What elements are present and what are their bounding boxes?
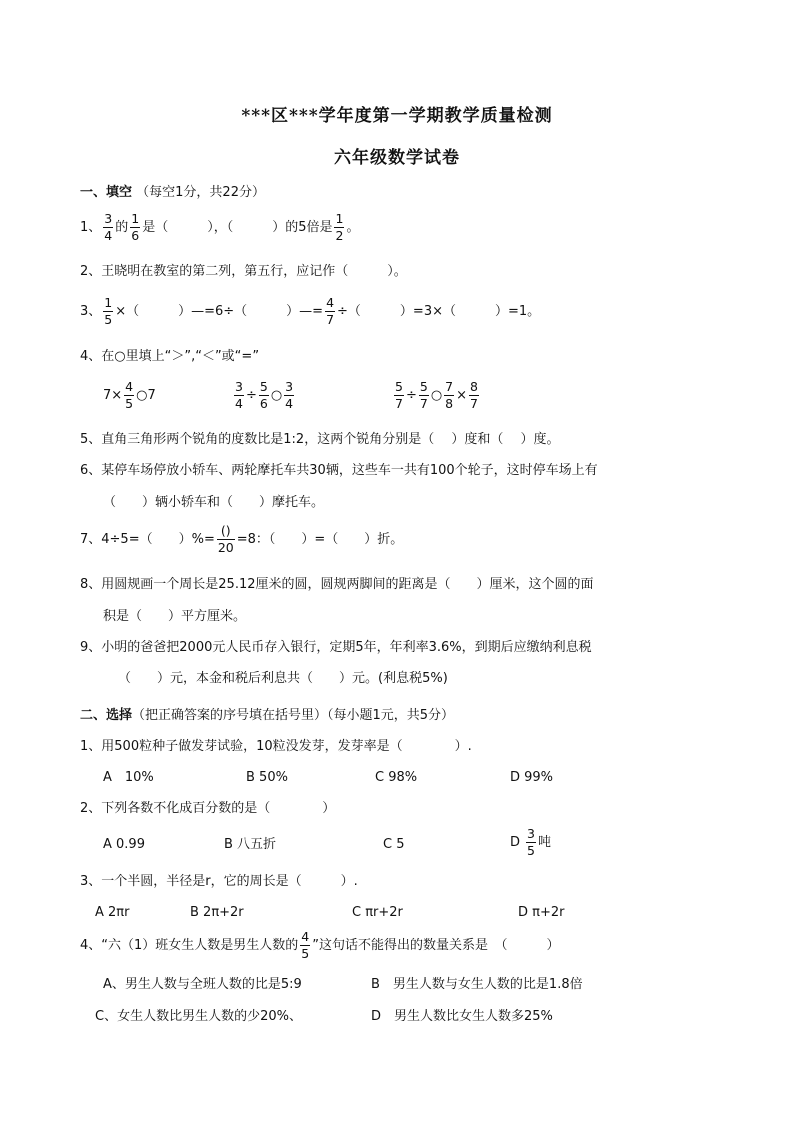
option-c: C、女生人数比男生人数的少20%、 <box>95 1009 302 1024</box>
option-c: C 98% <box>375 770 418 785</box>
compare-text: ○7 <box>136 387 156 403</box>
section1-note: （每空1分，共22分） <box>136 185 265 200</box>
operator: ÷ <box>245 387 257 403</box>
question-1-8: 8、用圆规画一个周长是25.12厘米的圆，圆规两脚间的距离是（ ）厘米，这个圆的面 <box>80 577 594 592</box>
question-text: ×（ ）—=6÷（ ）—= <box>115 303 324 319</box>
question-number: 3、 <box>80 303 102 319</box>
fraction: $\frac{5}{6}$ <box>259 379 268 411</box>
fraction: $\frac{1}{5}$ <box>104 295 113 327</box>
fraction: $\frac{1}{2}$ <box>335 211 344 243</box>
question-text: 7、4÷5=（ ）%= <box>80 531 215 547</box>
compare-circle: ○ <box>270 387 283 403</box>
compare-item-b <box>232 380 296 411</box>
option-a: A 2πr <box>95 905 130 920</box>
section2-heading: 二、选择 <box>80 708 133 723</box>
option-label: D <box>510 834 521 850</box>
compare-item-c <box>392 380 481 411</box>
question-text: 4、“六（1）班女生人数是男生人数的 <box>80 937 299 953</box>
option-b: B 八五折 <box>224 837 277 852</box>
fraction: $\frac{5}{7}$ <box>419 379 428 411</box>
option-d <box>510 827 551 858</box>
question-2-4 <box>80 930 559 961</box>
fraction: $\frac{()}{20}$ <box>217 523 234 555</box>
compare-item-a <box>103 380 156 411</box>
question-1-4: 4、在○里填上“＞”,“＜”或“=” <box>80 349 260 364</box>
fraction: $\frac{1}{6}$ <box>131 211 140 243</box>
exam-subtitle: 六年级数学试卷 <box>334 148 460 168</box>
option-b: B 2π+2r <box>190 905 244 920</box>
question-1-3 <box>80 296 540 327</box>
question-number: 1、 <box>80 219 102 235</box>
option-c: C 5 <box>383 837 405 852</box>
question-2-3: 3、一个半圆，半径是r，它的周长是（ ）. <box>80 874 358 889</box>
exam-title: ***区***学年度第一学期教学质量检测 <box>241 106 553 126</box>
fraction: $\frac{5}{7}$ <box>395 379 403 411</box>
fraction: $\frac{3}{4}$ <box>104 211 113 243</box>
question-1-9-cont: （ ）元，本金和税后利息共（ ）元。(利息税5%) <box>118 671 448 686</box>
option-d: D π+2r <box>518 905 565 920</box>
fraction: $\frac{3}{5}$ <box>527 826 535 858</box>
question-text: 是（ ），（ ）的5倍是 <box>142 219 333 235</box>
fraction: $\frac{3}{4}$ <box>235 379 243 411</box>
option-a: A、男生人数与全班人数的比是5:9 <box>103 977 302 992</box>
section2-header <box>80 709 454 722</box>
option-a: A 10% <box>103 770 154 785</box>
question-1-7 <box>80 524 403 555</box>
operator: × <box>456 387 468 403</box>
question-1-5: 5、直角三角形两个锐角的度数比是1:2，这两个锐角分别是（ ）度和（ ）度。 <box>80 432 560 447</box>
fraction: $\frac{4}{7}$ <box>326 295 335 327</box>
compare-text: 7× <box>103 387 123 403</box>
unit: 吨 <box>537 834 551 850</box>
fraction: $\frac{8}{7}$ <box>470 379 478 411</box>
option-c: C πr+2r <box>352 905 403 920</box>
question-1-2: 2、王晓明在教室的第二列，第五行，应记作（ ）。 <box>80 264 407 279</box>
question-text: 。 <box>346 219 360 235</box>
option-b: B 男生人数与女生人数的比是1.8倍 <box>371 977 583 992</box>
section2-note: （把正确答案的序号填在括号里）（每小题1元，共5分） <box>132 708 455 723</box>
option-b: B 50% <box>246 770 288 785</box>
question-text: ÷（ ）=3×（ ）=1。 <box>337 303 541 319</box>
fraction: $\frac{4}{5}$ <box>125 379 134 411</box>
question-2-2: 2、下列各数不化成百分数的是（ ） <box>80 801 336 816</box>
fraction: $\frac{4}{5}$ <box>301 929 310 961</box>
option-a: A 0.99 <box>103 837 145 852</box>
question-1-8-cont: 积是（ ）平方厘米。 <box>103 609 247 624</box>
compare-circle: ○ <box>430 387 443 403</box>
fraction: $\frac{7}{8}$ <box>445 379 454 411</box>
question-1-6-cont: （ ）辆小轿车和（ ）摩托车。 <box>103 495 325 510</box>
section1-heading: 一、填空 <box>80 185 133 200</box>
question-text: 的 <box>115 219 129 235</box>
option-d: D 男生人数比女生人数多25% <box>371 1009 553 1024</box>
operator: ÷ <box>405 387 417 403</box>
question-text: ”这句话不能得出的数量关系是 （ ） <box>312 937 560 953</box>
fraction: $\frac{3}{4}$ <box>285 379 294 411</box>
option-d: D 99% <box>510 770 554 785</box>
section1-header <box>80 186 265 199</box>
question-1-9: 9、小明的爸爸把2000元人民币存入银行，定期5年，年利率3.6%，到期后应缴纳利息税 <box>80 640 592 655</box>
question-1-1 <box>80 212 359 243</box>
question-2-1: 1、用500粒种子做发芽试验，10粒没发芽，发芽率是（ ）. <box>80 739 472 754</box>
question-1-6: 6、某停车场停放小轿车、两轮摩托车共30辆，这些车一共有100个轮子，这时停车场上有 <box>80 463 598 478</box>
question-text: =8：（ ）=（ ）折。 <box>236 531 404 547</box>
